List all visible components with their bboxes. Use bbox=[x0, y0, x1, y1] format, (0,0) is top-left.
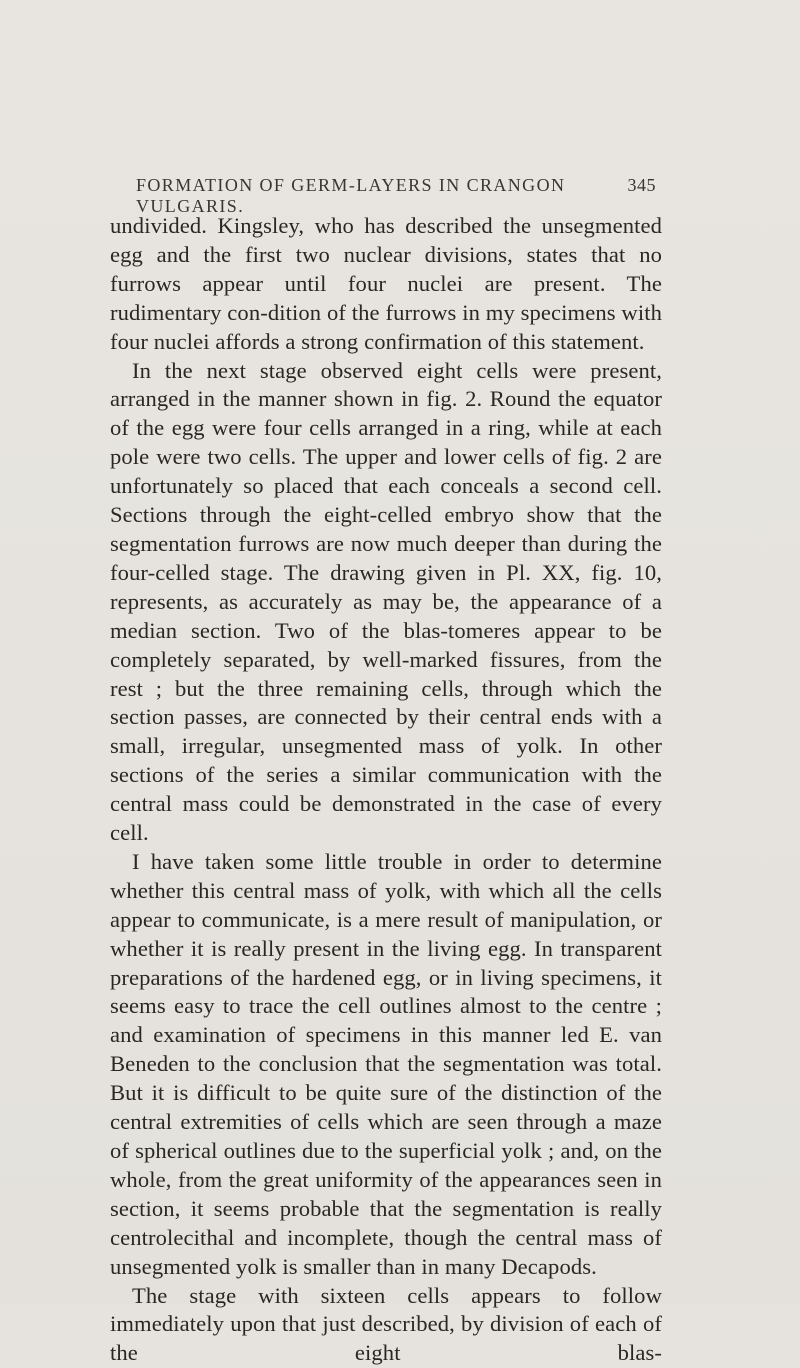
page-number: 345 bbox=[627, 175, 656, 195]
paragraph-sixteen-cell-stage: The stage with sixteen cells appears to follow immediately upon that just described, by division of each of the eight blas- bbox=[110, 1282, 662, 1366]
body-text bbox=[110, 212, 662, 1368]
paragraph-central-yolk: I have taken some little trouble in order to determine whether this central mass of yolk, with which all the cells appear to communicate, is a mere result of manipulation, or whether it is really present in the living egg. In transparent preparations of the hardened egg, or in living specimens, it seems easy to trace the cell outlines almost to the centre ; and examination of specimens in this manner led E. van Beneden to the conclusion that the segmentation was total. But it is difficult to be quite sure of the distinction of the central extremities of cells which are seen through a maze of spherical outlines due to the superficial yolk ; and, on the whole, from the great uniformity of the appearances seen in section, it seems probable that the segmentation is really centrolecithal and incomplete, though the central mass of unsegmented yolk is smaller than in many Decapods. bbox=[110, 848, 662, 1279]
running-title: FORMATION OF GERM-LAYERS IN CRANGON VULGARIS. bbox=[136, 175, 566, 216]
paragraph-continuation: undivided. Kingsley, who has described the unsegmented egg and the first two nuclear divisions, states that no furrows appear until four nuclei are present. The rudimentary con-dition of the furrows in my specimens with four nuclei affords a strong confirmation of this statement. bbox=[110, 213, 662, 354]
paragraph-eight-cell-stage: In the next stage observed eight cells were present, arranged in the manner shown in fig. 2. Round the equator of the egg were four cells arranged in a ring, while at each pole were two cells. The upper and lower cells of fig. 2 are unfortunately so placed that each conceals a second cell. Sections through the eight-celled embryo show that the segmentation furrows are now much deeper than during the four-celled stage. The drawing given in Pl. XX, fig. 10, represents, as accurately as may be, the appearance of a median section. Two of the blas-tomeres appear to be completely separated, by well-marked fissures, from the rest ; but the three remaining cells, through which the section passes, are connected by their central ends with a small, irregular, unsegmented mass of yolk. In other sections of the series a similar communication with the central mass could be demonstrated in the case of every cell. bbox=[110, 357, 662, 846]
running-head bbox=[136, 175, 656, 216]
